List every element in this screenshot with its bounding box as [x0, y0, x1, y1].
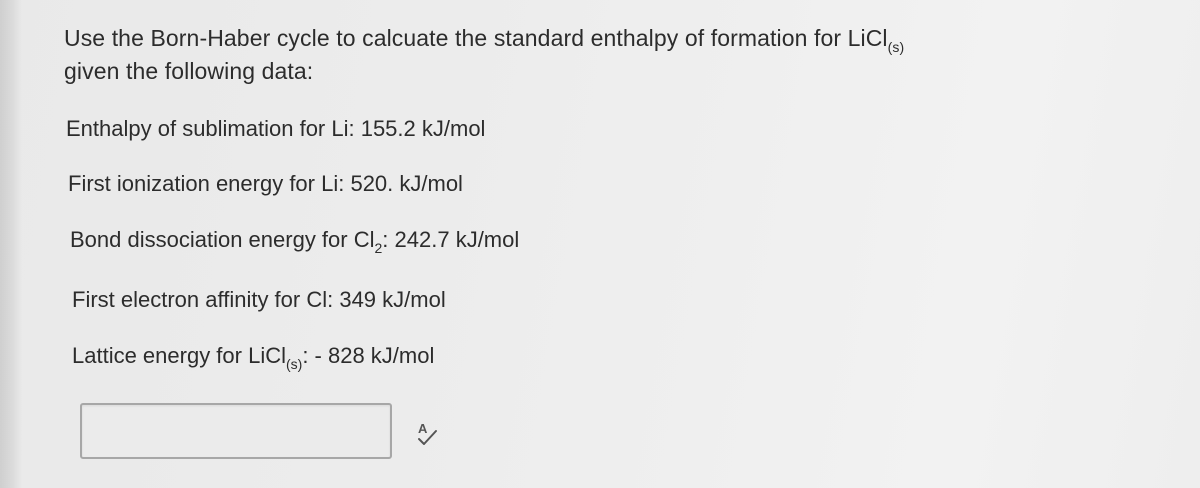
question-line-2: given the following data: [64, 58, 314, 84]
subscript-state: (s) [887, 39, 905, 55]
svg-text:A: A [418, 421, 428, 436]
lattice-energy-line: Lattice energy for LiCl$_{(s)}$: - 828 kJ/mol [72, 343, 435, 372]
question-text [64, 22, 1164, 88]
subscript-2: 2 [374, 240, 383, 256]
ionization-line: First ionization energy for Li: 520. kJ/mol [68, 171, 463, 196]
page-edge-shadow [0, 0, 22, 488]
subscript-state: (s) [286, 356, 303, 372]
electron-affinity-line: First electron affinity for Cl: 349 kJ/mol [72, 287, 446, 312]
spellcheck-icon[interactable] [412, 418, 442, 448]
sublimation-line: Enthalpy of sublimation for Li: 155.2 kJ/mol [66, 116, 486, 141]
answer-input[interactable] [80, 403, 392, 459]
bond-dissociation-line: Bond dissociation energy for $Cl_2$: 242.7 kJ/mol [70, 227, 520, 256]
question-line-1: Use the Born-Haber cycle to calcuate the standard enthalpy of formation for LiCl$_{(s)}$ [64, 25, 905, 55]
